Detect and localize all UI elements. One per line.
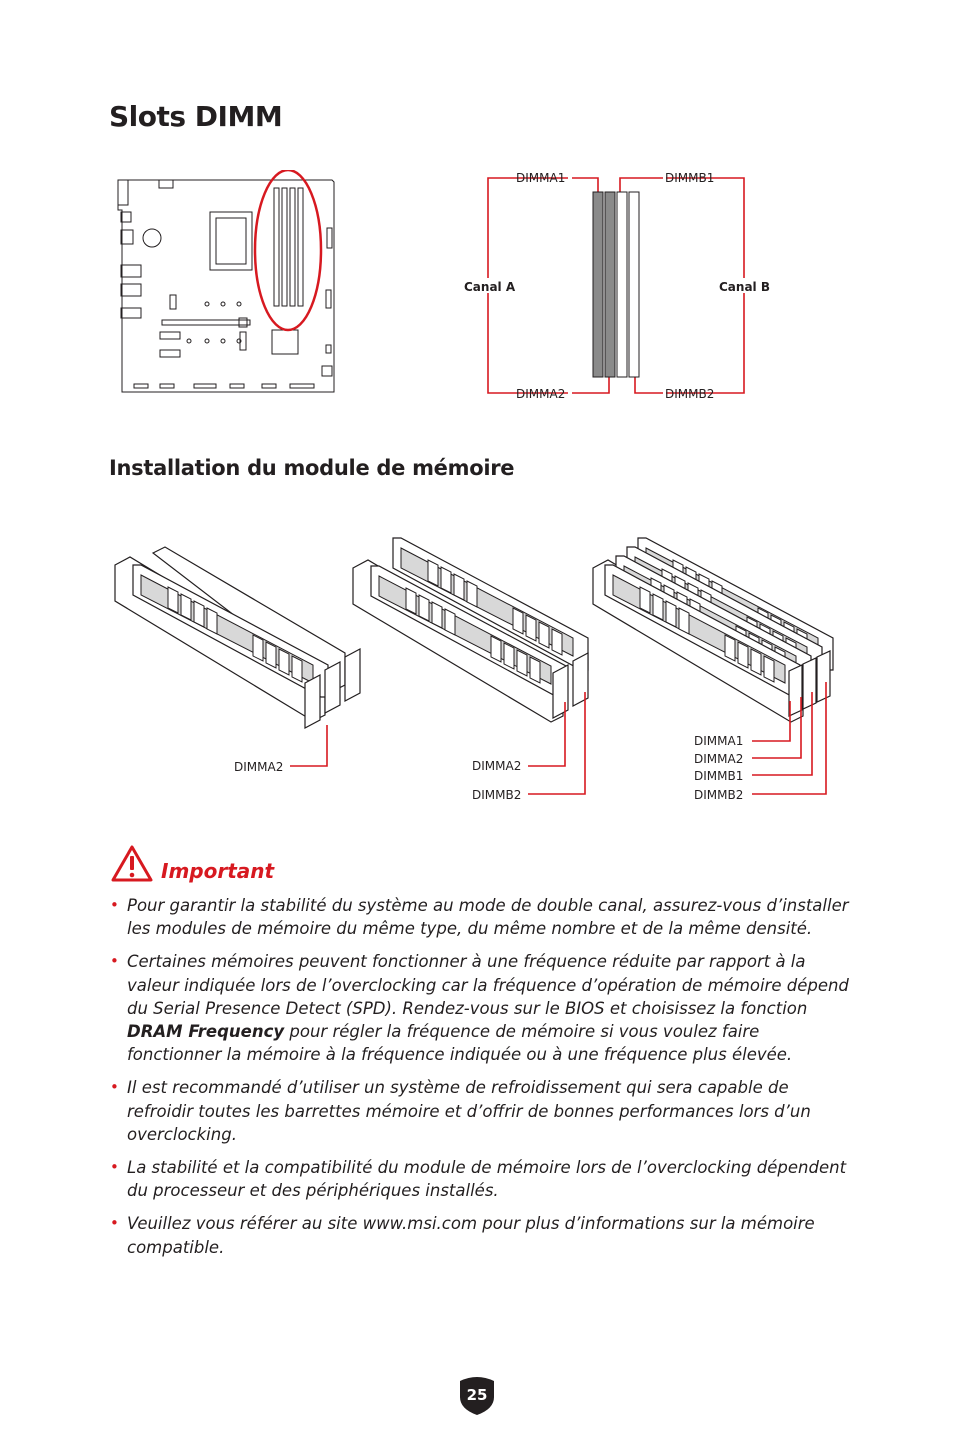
bullet-icon: • bbox=[110, 1078, 119, 1097]
note-text-bold: DRAM Frequency bbox=[127, 1022, 285, 1042]
note-item bbox=[110, 1212, 850, 1258]
label-canal-a: Canal A bbox=[464, 280, 516, 294]
bullet-icon: • bbox=[110, 1158, 119, 1177]
install-four-dimmb1: DIMMB1 bbox=[694, 769, 744, 783]
note-text: Pour garantir la stabilité du système au mode de double canal, assurez-vous d’installer les modules de mémoire du même type, du même nombre et de la même densité. bbox=[127, 896, 849, 939]
note-text-before: Certaines mémoires peuvent fonctionner à une fréquence réduite par rapport à la valeur indiquée lors de l’overclocking car la fréquence d’opération de mémoire dépend du Serial Presence Detect (SPD). Rendez-vous sur le BIOS et choisissez la fonction bbox=[127, 952, 849, 1018]
note-text: Il est recommandé d’utiliser un système de refroidissement qui sera capable de refroidir toutes les barrettes mémoire et d’offrir de bonnes performances lors d’un overclocking. bbox=[127, 1078, 811, 1144]
install-four-dimmb2: DIMMB2 bbox=[694, 788, 744, 802]
note-item bbox=[110, 1076, 850, 1146]
install-one-dimma2: DIMMA2 bbox=[234, 760, 284, 774]
warning-icon bbox=[110, 844, 154, 884]
note-text-after: pour régler la fréquence de mémoire si vous voulez faire fonctionner la mémoire à la fréquence indiquée ou à une fréquence plus élevée. bbox=[127, 1022, 793, 1065]
label-dimmb2: DIMMB2 bbox=[665, 387, 715, 401]
important-heading: Important bbox=[161, 859, 275, 883]
install-two-dimma2: DIMMA2 bbox=[472, 759, 522, 773]
important-notes-list bbox=[110, 894, 850, 1269]
install-four-dimma2: DIMMA2 bbox=[694, 752, 744, 766]
note-text: La stabilité et la compatibilité du module de mémoire lors de l’overclocking dépendent du processeur et des périphériques installés. bbox=[127, 1158, 847, 1201]
page-number: 25 bbox=[466, 1386, 488, 1404]
page-title: Slots DIMM bbox=[109, 100, 283, 133]
note-item bbox=[110, 1156, 850, 1202]
note-text: Veuillez vous référer au site www.msi.com pour plus d’informations sur la mémoire compatible. bbox=[127, 1214, 815, 1257]
bullet-icon: • bbox=[110, 952, 119, 971]
motherboard-illustration bbox=[112, 170, 342, 400]
install-four-dimma1: DIMMA1 bbox=[694, 734, 744, 748]
install-two-dimmb2: DIMMB2 bbox=[472, 788, 522, 802]
label-dimma1: DIMMA1 bbox=[516, 171, 566, 185]
label-dimmb1: DIMMB1 bbox=[665, 171, 715, 185]
section-subtitle: Installation du module de mémoire bbox=[109, 456, 515, 480]
note-item bbox=[110, 894, 850, 940]
bullet-icon: • bbox=[110, 1214, 119, 1233]
bullet-icon: • bbox=[110, 896, 119, 914]
page-number-badge bbox=[456, 1373, 498, 1415]
note-item bbox=[110, 950, 850, 1066]
label-dimma2: DIMMA2 bbox=[516, 387, 566, 401]
label-canal-b: Canal B bbox=[719, 280, 770, 294]
